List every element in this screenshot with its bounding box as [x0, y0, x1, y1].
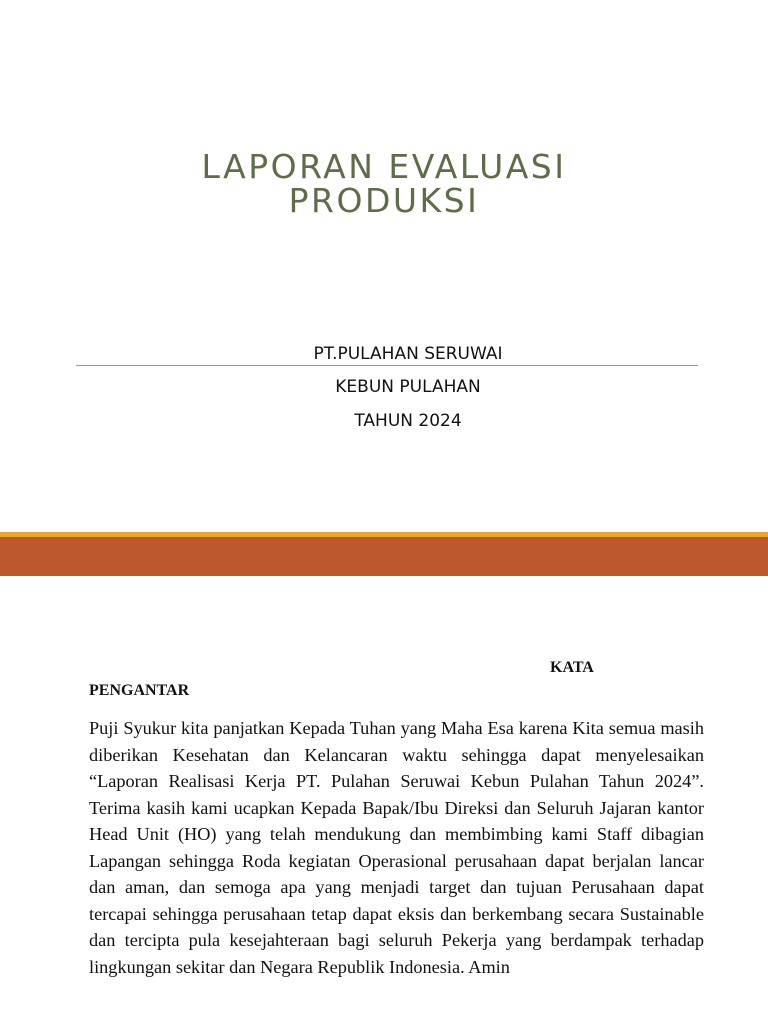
subtitle-company: PT.PULAHAN SERUWAI [313, 344, 503, 364]
title-line-1: LAPORAN EVALUASI [201, 147, 567, 186]
slide-title [0, 147, 768, 220]
subtitle-year: TAHUN 2024 [354, 411, 462, 431]
title-line-2: PRODUKSI [288, 181, 480, 220]
subtitle-estate: KEBUN PULAHAN [335, 377, 481, 397]
foreword-heading-part1: KATA [550, 659, 594, 676]
title-divider [76, 365, 698, 366]
foreword-body: Puji Syukur kita panjatkan Kepada Tuhan yang Maha Esa karena Kita semua masih diberikan Kesehatan dan Kelancaran waktu sehingga dapat menyelesaikan “Laporan Realisasi Kerja PT. Pulahan Seruwai Kebun Pulahan Tahun 2024”. Terima kasih kami ucapkan Kepada Bapak/Ibu Direksi dan Seluruh Jajaran kantor Head Unit (HO) yang telah mendukung dan membimbing kami Staff dibagian Lapangan sehingga Roda kegiatan Operasional perusahaan dapat berjalan lancar dan aman, dan semoga apa yang menjadi target dan tujuan Perusahaan dapat tercapai sehingga perusahaan tetap dapat eksis dan berkembang secara Sustainable dan tercipta pula kesejahteraan bagi seluruh Pekerja yang berdampak terhadap lingkungan sekitar dan Negara Republik Indonesia. Amin [89, 718, 704, 977]
foreword-heading-part2: PENGANTAR [89, 682, 190, 699]
accent-bar [0, 537, 768, 576]
